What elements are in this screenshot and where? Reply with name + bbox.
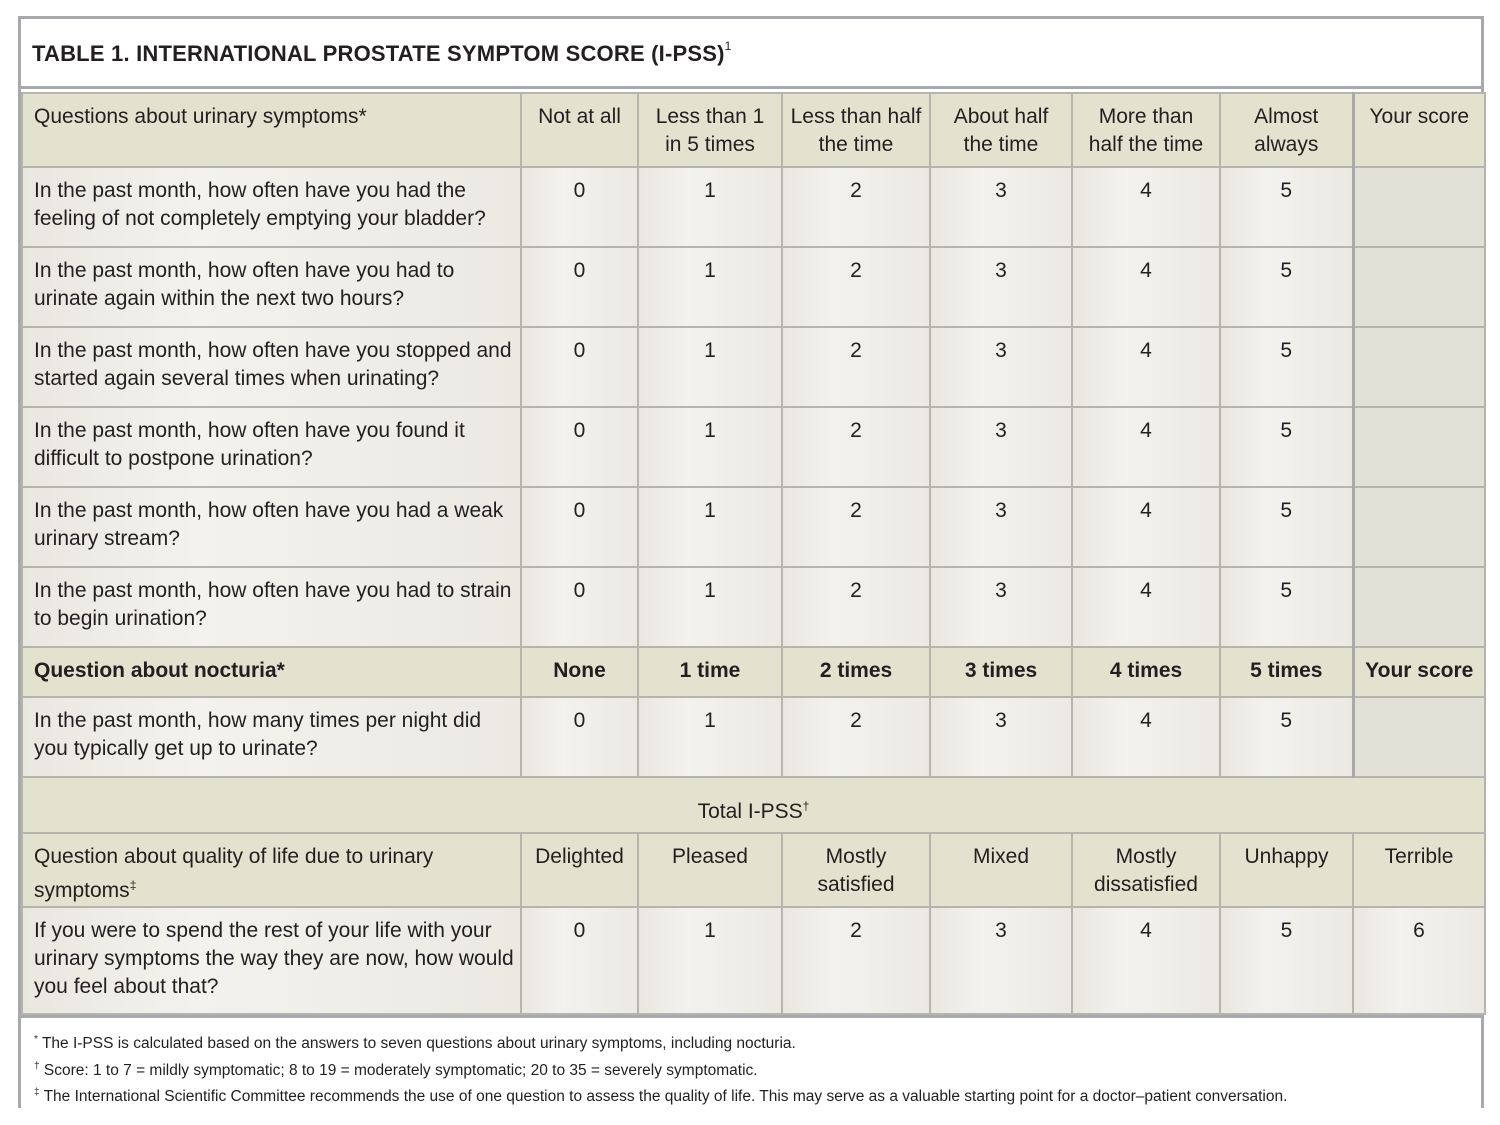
total-ipss-text: Total I-PSS [697, 800, 803, 823]
score-option: 1 [638, 327, 782, 407]
urinary-questions-header: Questions about urinary symptoms* [22, 93, 521, 167]
title-footnote-ref: 1 [724, 39, 732, 53]
footnote-1: * The I-PSS is calculated based on the answers to seven questions about urinary symptoms, including nocturia. [34, 1034, 796, 1053]
total-ipss-label [22, 777, 1485, 833]
score-option: 0 [521, 907, 638, 1014]
column-header: 1 time [638, 647, 782, 697]
your-score-cell[interactable] [1353, 247, 1485, 327]
score-option: 4 [1072, 407, 1220, 487]
table-number: TABLE 1. [32, 41, 130, 66]
column-header: Unhappy [1220, 833, 1353, 907]
column-header: Not at all [521, 93, 638, 167]
column-header: 4 times [1072, 647, 1220, 697]
qol-header-text: Question about quality of life due to urinary symptoms [34, 845, 434, 902]
score-option: 4 [1072, 567, 1220, 647]
score-option: 2 [782, 907, 930, 1014]
column-header: Mostly satisfied [782, 833, 930, 907]
score-option: 1 [638, 567, 782, 647]
question-text: In the past month, how often have you had to urinate again within the next two hours? [22, 247, 521, 327]
score-option: 1 [638, 907, 782, 1014]
score-option: 4 [1072, 247, 1220, 327]
your-score-cell[interactable] [1353, 487, 1485, 567]
column-header: Mixed [930, 833, 1072, 907]
score-option: 5 [1220, 907, 1353, 1014]
qol-question-row [22, 907, 1485, 1014]
score-option: 2 [782, 247, 930, 327]
urinary-question-row [22, 487, 1485, 567]
score-option: 5 [1220, 167, 1353, 247]
your-score-cell[interactable] [1353, 697, 1485, 777]
urinary-question-row [22, 567, 1485, 647]
question-text: In the past month, how often have you had a weak urinary stream? [22, 487, 521, 567]
column-header: Mostly dissatisfied [1072, 833, 1220, 907]
qol-footnote-ref: ‡ [129, 878, 137, 892]
score-option: 5 [1220, 697, 1353, 777]
score-option: 1 [638, 407, 782, 487]
total-footnote-ref: † [802, 799, 810, 813]
column-header: Your score [1353, 93, 1485, 167]
column-header: About half the time [930, 93, 1072, 167]
score-option: 5 [1220, 407, 1353, 487]
score-option: 4 [1072, 487, 1220, 567]
your-score-cell[interactable] [1353, 167, 1485, 247]
score-option: 2 [782, 327, 930, 407]
score-option: 5 [1220, 567, 1353, 647]
question-text: In the past month, how often have you had to strain to begin urination? [22, 567, 521, 647]
score-option: 4 [1072, 697, 1220, 777]
question-text: In the past month, how often have you found it difficult to postpone urination? [22, 407, 521, 487]
column-header: 2 times [782, 647, 930, 697]
question-text: In the past month, how often have you stopped and started again several times when urinating? [22, 327, 521, 407]
score-option: 3 [930, 247, 1072, 327]
qol-question-header [22, 833, 521, 907]
score-option: 1 [638, 697, 782, 777]
ipss-table [21, 92, 1486, 1015]
urinary-question-row [22, 247, 1485, 327]
score-option: 1 [638, 487, 782, 567]
your-score-cell[interactable] [1353, 567, 1485, 647]
score-option: 5 [1220, 247, 1353, 327]
score-option: 3 [930, 697, 1072, 777]
score-option: 0 [521, 167, 638, 247]
column-header: None [521, 647, 638, 697]
urinary-question-row [22, 407, 1485, 487]
your-score-cell[interactable] [1353, 407, 1485, 487]
column-header: Your score [1353, 647, 1485, 697]
score-option: 0 [521, 487, 638, 567]
score-option: 2 [782, 407, 930, 487]
score-option: 0 [521, 407, 638, 487]
nocturia-question-header: Question about nocturia* [22, 647, 521, 697]
column-header: 3 times [930, 647, 1072, 697]
nocturia-question-row [22, 697, 1485, 777]
footnote-3: ‡ The International Scientific Committee recommends the use of one question to assess the quality of life. This may serve as a valuable starting point for a doctor–patient conversation. [34, 1087, 1288, 1106]
score-option: 4 [1072, 327, 1220, 407]
your-score-cell[interactable] [1353, 327, 1485, 407]
column-header: Delighted [521, 833, 638, 907]
score-option: 3 [930, 327, 1072, 407]
column-header: Almost always [1220, 93, 1353, 167]
question-text: In the past month, how many times per night did you typically get up to urinate? [22, 697, 521, 777]
score-option: 2 [782, 167, 930, 247]
score-option: 0 [521, 327, 638, 407]
score-option: 3 [930, 907, 1072, 1014]
column-header: Less than 1 in 5 times [638, 93, 782, 167]
score-option: 2 [782, 487, 930, 567]
score-option: 5 [1220, 327, 1353, 407]
footnotes [21, 1015, 1481, 1108]
score-option: 0 [521, 697, 638, 777]
score-option: 1 [638, 247, 782, 327]
score-option: 0 [521, 567, 638, 647]
urinary-header-row [22, 93, 1485, 167]
score-option: 4 [1072, 167, 1220, 247]
urinary-question-row [22, 327, 1485, 407]
footnote-2: † Score: 1 to 7 = mildly symptomatic; 8 to 19 = moderately symptomatic; 20 to 35 = severely symptomatic. [34, 1060, 758, 1079]
score-option: 0 [521, 247, 638, 327]
column-header: Less than half the time [782, 93, 930, 167]
question-text: In the past month, how often have you had the feeling of not completely emptying your bladder? [22, 167, 521, 247]
qol-header-row [22, 833, 1485, 907]
score-option: 3 [930, 167, 1072, 247]
column-header: More than half the time [1072, 93, 1220, 167]
table-title [21, 19, 1481, 89]
question-text: If you were to spend the rest of your life with your urinary symptoms the way they are now, how would you feel about that? [22, 907, 521, 1014]
score-option: 2 [782, 567, 930, 647]
urinary-question-row [22, 167, 1485, 247]
nocturia-header-row [22, 647, 1485, 697]
score-option: 3 [930, 407, 1072, 487]
table-frame [18, 16, 1484, 1108]
score-option: 4 [1072, 907, 1220, 1014]
score-option: 2 [782, 697, 930, 777]
table-title-text: INTERNATIONAL PROSTATE SYMPTOM SCORE (I-PSS) [136, 41, 725, 66]
column-header: Terrible [1353, 833, 1485, 907]
score-option: 6 [1353, 907, 1485, 1014]
column-header: Pleased [638, 833, 782, 907]
score-option: 5 [1220, 487, 1353, 567]
score-option: 3 [930, 487, 1072, 567]
total-ipss-row [22, 777, 1485, 833]
score-option: 1 [638, 167, 782, 247]
column-header: 5 times [1220, 647, 1353, 697]
score-option: 3 [930, 567, 1072, 647]
